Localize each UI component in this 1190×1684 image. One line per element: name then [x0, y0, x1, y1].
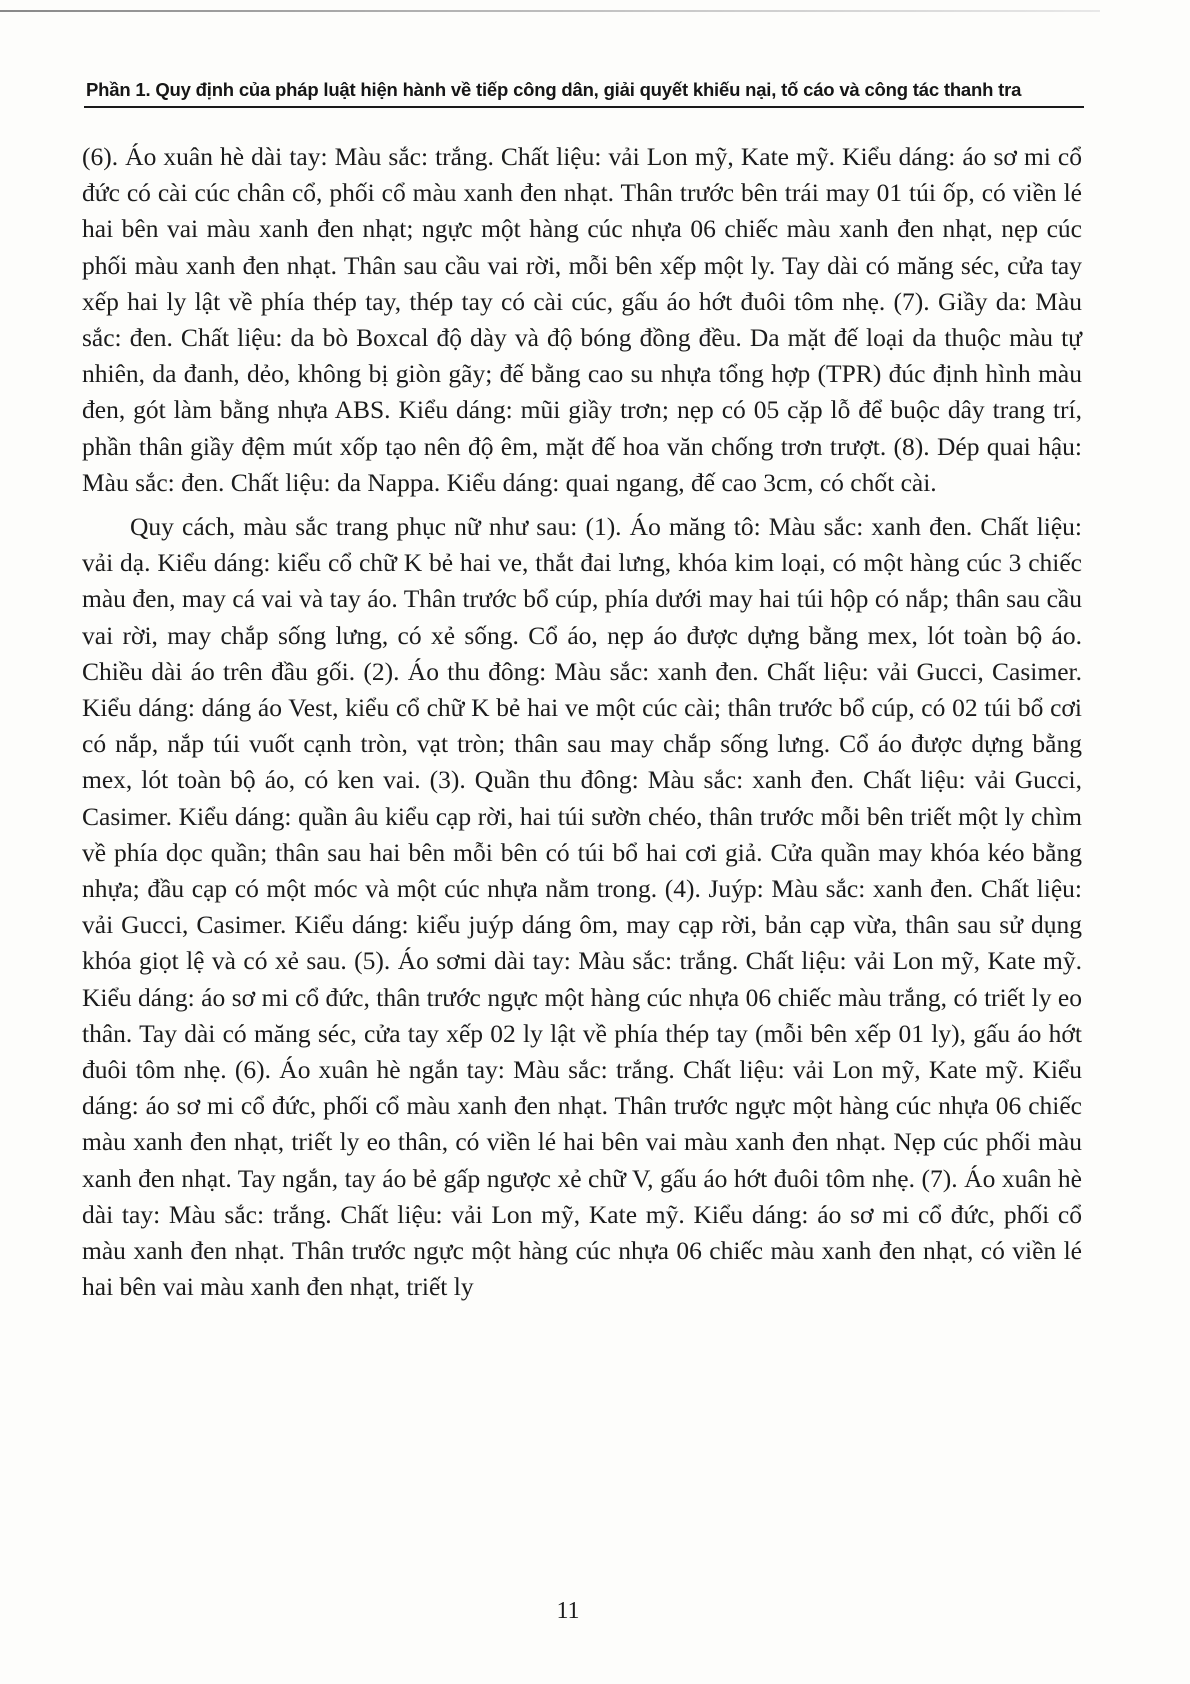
page-number: 11 — [556, 1598, 580, 1624]
top-edge-rule — [0, 10, 1100, 12]
paragraph-women-uniform: Quy cách, màu sắc trang phục nữ như sau: (1). Áo măng tô: Màu sắc: xanh đen. Chất liệu: vải dạ. Kiểu dáng: kiểu cổ chữ K bẻ hai ve, thắt đai lưng, khóa kim loại, có một hàng cúc 3 chiếc màu đen, may cá vai và tay áo. Thân trước bổ cúp, phía dưới may hai túi hộp có nắp; thân sau cầu vai rời, may chắp sống lưng, có xẻ sống. Cổ áo, nẹp áo được dựng bằng mex, lót toàn bộ áo. Chiều dài áo trên đầu gối. (2). Áo thu đông: Màu sắc: xanh đen. Chất liệu: vải Gucci, Casimer. Kiểu dáng: dáng áo Vest, kiểu cổ chữ K bẻ hai ve một cúc cài; thân trước bổ cúp, có 02 túi bổ cơi có nắp, nắp túi vuốt cạnh tròn, vạt tròn; thân sau may chắp sống lưng. Cổ áo được dựng bằng mex, lót toàn bộ áo, có ken vai. (3). Quần thu đông: Màu sắc: xanh đen. Chất liệu: vải Gucci, Casimer. Kiểu dáng: quần âu kiểu cạp rời, hai túi sườn chéo, thân trước mỗi bên triết một ly chìm về phía dọc quần; thân sau hai bên mỗi bên có túi bổ hai cơi giả. Cửa quần may khóa kéo bằng nhựa; đầu cạp có một móc và một cúc nhựa nằm trong. (4). Juýp: Màu sắc: xanh đen. Chất liệu: vải Gucci, Casimer. Kiểu dáng: kiểu juýp dáng ôm, may cạp rời, bản cạp vừa, thân sau sử dụng khóa giọt lệ và có xẻ sau. (5). Áo sơmi dài tay: Màu sắc: trắng. Chất liệu: vải Lon mỹ, Kate mỹ. Kiểu dáng: áo sơ mi cổ đức, thân trước ngực một hàng cúc nhựa 06 chiếc màu trắng, có triết ly eo thân. Tay dài có măng séc, cửa tay xếp 02 ly lật về phía thép tay (mỗi bên xếp 01 ly), gấu áo hớt đuôi tôm nhẹ. (6). Áo xuân hè ngắn tay: Màu sắc: trắng. Chất liệu: vải Lon mỹ, Kate mỹ. Kiểu dáng: áo sơ mi cổ đức, phối cổ màu xanh đen nhạt. Thân trước ngực một hàng cúc nhựa 06 chiếc màu xanh đen nhạt, triết ly eo thân, có viền lé hai bên vai màu xanh đen nhạt. Nẹp cúc phối màu xanh đen nhạt. Tay ngắn, tay áo bẻ gấp ngược xẻ chữ V, gấu áo hớt đuôi tôm nhẹ. (7). Áo xuân hè dài tay: Màu sắc: trắng. Chất liệu: vải Lon mỹ, Kate mỹ. Kiểu dáng: áo sơ mi cổ đức, phối cổ màu xanh đen nhạt. Thân trước ngực một hàng cúc nhựa 06 chiếc màu xanh đen nhạt, có viền lé hai bên vai màu xanh đen nhạt, triết ly — [82, 512, 1082, 1302]
running-header: Phần 1. Quy định của pháp luật hiện hành về tiếp công dân, giải quyết khiếu nại, tố cáo và công tác thanh tra — [86, 79, 1022, 100]
body-text — [82, 139, 1082, 1306]
header-divider — [84, 106, 1084, 108]
paragraph-men-uniform-continued: (6). Áo xuân hè dài tay: Màu sắc: trắng. Chất liệu: vải Lon mỹ, Kate mỹ. Kiểu dáng: áo sơ mi cổ đức có cài cúc chân cổ, phối cổ màu xanh đen nhạt. Thân trước bên trái may 01 túi ốp, có viền lé hai bên vai màu xanh đen nhạt; ngực một hàng cúc nhựa 06 chiếc màu xanh đen nhạt, nẹp cúc phối màu xanh đen nhạt. Thân sau cầu vai rời, mỗi bên xếp một ly. Tay dài có măng séc, cửa tay xếp hai ly lật về phía thép tay, thép tay có cài cúc, gấu áo hớt đuôi tôm nhẹ. (7). Giầy da: Màu sắc: đen. Chất liệu: da bò Boxcal độ dày và độ bóng đồng đều. Da mặt đế loại da thuộc màu tự nhiên, da đanh, dẻo, không bị giòn gãy; đế bằng cao su nhựa tổng hợp (TPR) đúc định hình màu đen, gót làm bằng nhựa ABS. Kiểu dáng: mũi giầy trơn; nẹp có 05 cặp lỗ để buộc dây trang trí, phần thân giầy đệm mút xốp tạo nên độ êm, mặt đế hoa văn chống trơn trượt. (8). Dép quai hậu: Màu sắc: đen. Chất liệu: da Nappa. Kiểu dáng: quai ngang, đế cao 3cm, có chốt cài. — [82, 142, 1082, 497]
